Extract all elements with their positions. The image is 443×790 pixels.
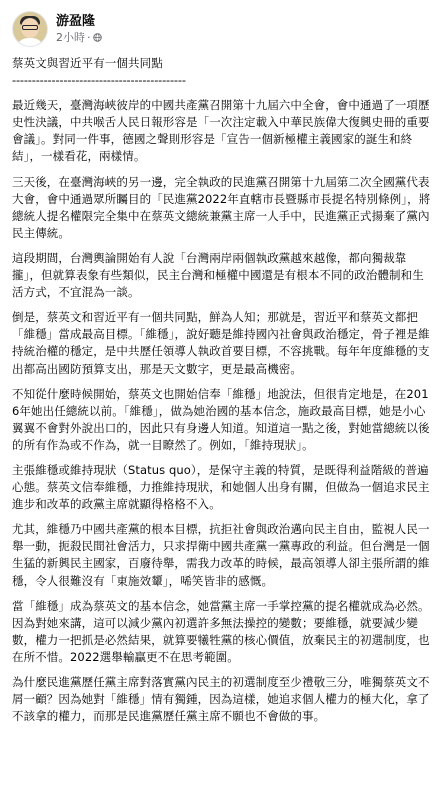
post-paragraph: 尤其，維穩乃中國共產黨的根本目標，抗拒社會與政治邁向民主自由，監視人民一舉一動，扼殺民間社會活力，只求捍衛中國共產黨一黨專政的利益。但台灣是一個生猛的新興民主國家，百廢待舉，需我力改革的時候，最高領導人卻主張所謂的維穩，令人很難沒有「東施效顰」，唏笑皆非的感慨。	[12, 522, 430, 588]
post-title: 蔡英文與習近平有一個共同點	[12, 56, 163, 70]
post-paragraph: 當「維穩」成為蔡英文的基本信念，她當黨主席一手掌控黨的提名權就成為必然。因為對她來講，這可以減少黨內初選許多無法操控的變數；要維穩，就要減少變數，權力一把抓是必然結果，就算要犧牲黨的核心價值，放棄民主的初選制度，也在所不惜。2022選舉輸贏更不在思考範圍。	[12, 598, 430, 664]
post-time[interactable]: 2小時	[56, 30, 85, 44]
post-paragraph: 為什麼民進黨歷任黨主席對落實黨內民主的初選制度至少禮敬三分，唯獨蔡英文不屑一顧？因為她對「維穩」情有獨鍾，因為這樣，她追求個人權力的極大化，拿了不該拿的權力，而那是民進黨歷任黨主席不願也不會做的事。	[12, 675, 430, 724]
post-paragraph: 最近幾天，臺灣海峽彼岸的中國共產黨召開第十九屆六中全會，會中通過了一項歷史性決議，中共喉舌人民日報形容是「一次注定載入中華民族偉大復興史冊的重要會議」。對同一件事，德國之聲則形容是「宣告一個新極權主義國家的誕生和終結」，一樣看花，兩樣情。	[12, 98, 430, 164]
post-paragraph: 三天後，在臺灣海峽的另一邊，完全執政的民進黨召開第十九屆第二次全國黨代表大會，會中通過眾所矚目的「民進黨2022年直轄市長暨縣市長提名特別條例」，將總統人提名權限完全集中在蔡英文總統兼黨主席一人手中，民進黨正式揚棄了黨內民主傳統。	[12, 174, 431, 240]
post-paragraph: 這段期間，台灣輿論開始有人說「台灣兩岸兩個執政黨越來越像，都向獨裁靠攏」，但就算表象有些類似，民主台灣和極權中國還是有根本不同的政治體制和生活方式，不宜混為一談。	[12, 250, 424, 300]
globe-icon[interactable]	[93, 33, 102, 42]
author-avatar[interactable]	[12, 11, 48, 47]
post-paragraph: 倒是，蔡英文和習近平有一個共同點，鮮為人知；那就是，習近平和蔡英文都把「維穩」當成最高目標。「維穩」，說好聽是維持國內社會與政治穩定，骨子裡是維持統治權的穩定，是中共歷任領導人執政首要目標，不容挑戰。每年年度維穩的支出都高出國防預算支出，那是天文數字，更是最高機密。	[12, 310, 430, 376]
post-paragraph: 主張維穩或維持現狀（Status quo），是保守主義的特質，是既得利益階級的普遍心態。蔡英文信奉維穩，力推維持現狀，和她個人出身有關，但做為一個追求民主進步和改革的政黨主席就顯得格格不入。	[12, 462, 430, 512]
author-name[interactable]: 游盈隆	[56, 13, 96, 29]
meta-separator: ·	[87, 30, 91, 44]
title-divider: --------------------------------------------	[12, 73, 186, 88]
post-meta	[56, 14, 102, 45]
post-paragraph: 不知從什麼時候開始，蔡英文也開始信奉「維穩」地說法，但很肯定地是，在2016年她出任總統以前。「維穩」，做為她治國的基本信念，施政最高目標，她是小心翼翼不會對外說出口的，因此只有身邊人知道。知道這一點之後，對她當總統以後的所有作為或不作為，就一目瞭然了。例如，「維持現狀」。	[12, 386, 430, 452]
post-header	[12, 0, 431, 52]
post-subline	[56, 31, 102, 45]
post-body	[12, 55, 431, 725]
